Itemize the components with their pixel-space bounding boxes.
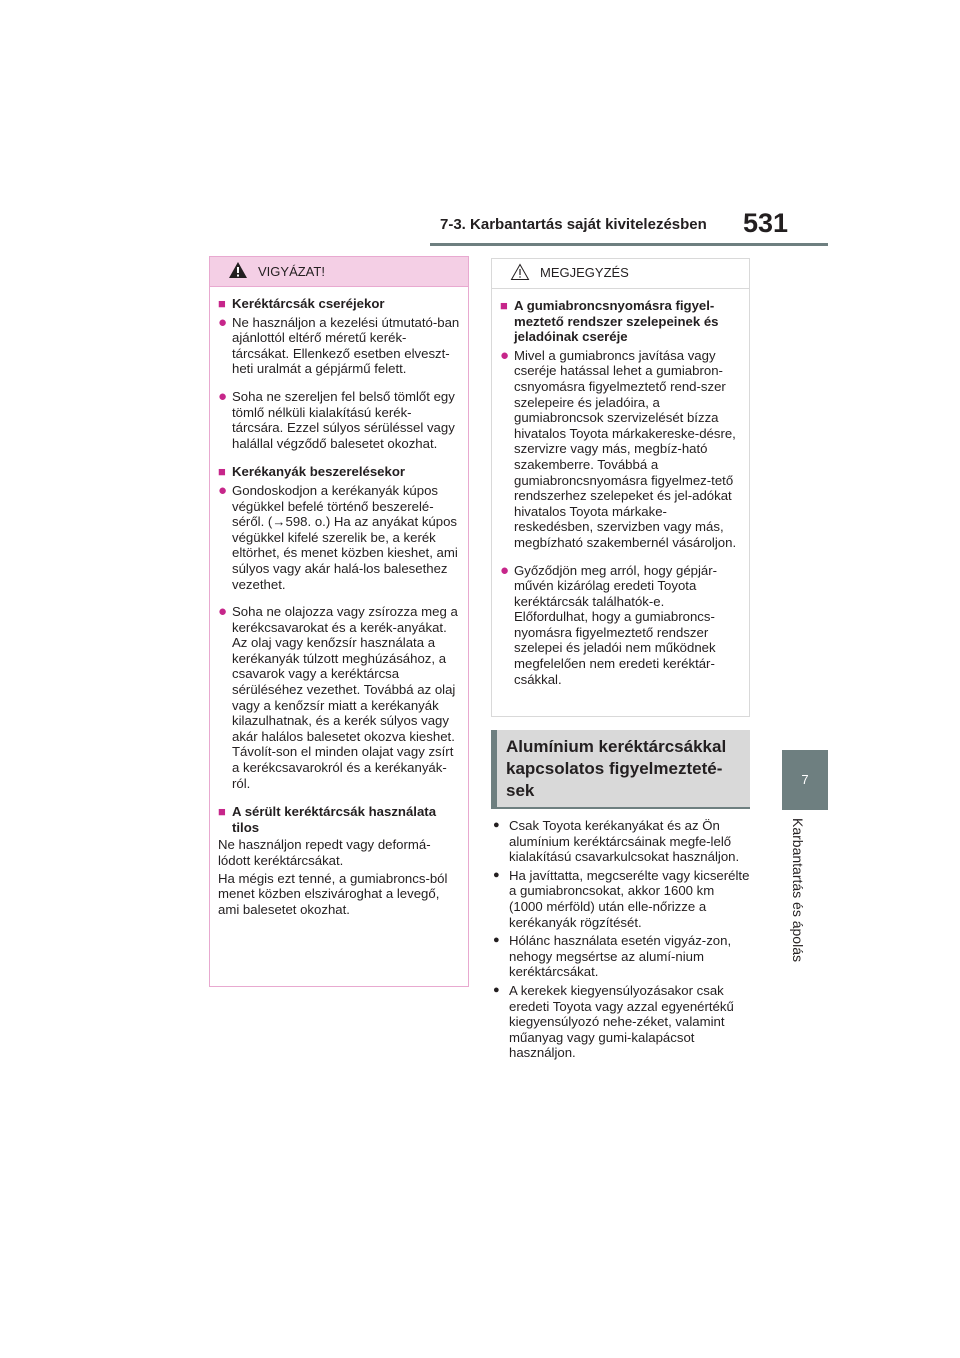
- section-title: 7-3. Karbantartás saját kivitelezésben: [440, 216, 707, 233]
- notice-box: [491, 258, 750, 717]
- caution-header: [210, 257, 468, 287]
- topic-line: Alumínium keréktárcsákkal: [506, 737, 727, 756]
- notice-title: MEGJEGYZÉS: [540, 265, 629, 280]
- list-item: ● Soha ne olajozza vagy zsírozza meg a kerékcsavarokat és a kerék-anyákat. Az olaj vagy kenőzsír használata a kerékanyák túlzott meghúzásához, a csavarok vagy a keréktárcsa sérüléséhez vezethet. Továbbá az olaj vagy a kenőzsír miatt a kerékanyák kilazulhatnak, és a kerék súlyos vagy akár halálos balesetet okozva kieshet. Távolít-son el minden olajat vagy zsírt a kerékcsavarokról és a kerékanyák-ról.: [218, 603, 458, 791]
- header-rule: [430, 243, 828, 246]
- section-heading: ■ A gumiabroncsnyomásra figyel-meztető rendszer szelepeinek és jeladóinak cseréje: [500, 298, 719, 345]
- dot-bullet-icon: ●: [218, 313, 228, 331]
- dot-bullet-icon: ●: [500, 346, 510, 364]
- caution-body: [210, 287, 468, 917]
- list-item: ● Ha javíttatta, megcserélte vagy kicserélte a gumiabroncsokat, akkor 1600 km (1000 mérföld) után elle-nőrizze a kerékanyák rögzítését.: [493, 867, 750, 930]
- topic-line: sek: [506, 781, 535, 800]
- square-bullet-icon: ■: [500, 298, 508, 313]
- dot-bullet-icon: ●: [218, 387, 228, 405]
- aluminium-wheel-list: [493, 818, 751, 1064]
- square-bullet-icon: ■: [218, 296, 226, 311]
- list-item: ● Győződjön meg arról, hogy gépjár-művén kizárólag eredeti Toyota keréktárcsák találhatók-e. Előfordulhat, hogy a gumiabroncs-nyomásra figyelmeztető rendszer szelepei és jeladói nem működnek megfelelően nem eredeti keréktár-csákkal.: [500, 561, 718, 687]
- topic-line: kapcsolatos figyelmezteté-: [506, 759, 723, 778]
- list-item: ● Hólánc használata esetén vigyáz-zon, nehogy megsértse az alumí-nium keréktárcsákat.: [493, 933, 732, 980]
- chapter-label: Karbantartás és ápolás: [790, 818, 806, 962]
- notice-header: [492, 259, 749, 289]
- dot-bullet-icon: ●: [493, 983, 500, 996]
- list-item: ● Ne használjon a kezelési útmutató-ban ajánlottól eltérő méretű kerék-tárcsákat. Ellenkező esetben elveszt-heti uralmát a gépjármű felett.: [218, 313, 460, 377]
- warning-triangle-filled-icon: [228, 261, 248, 279]
- list-item: ● A kerekek kiegyensúlyozásakor csak eredeti Toyota vagy azzal egyenértékű kiegyensúlyozó nehe-zéket, valamint műanyag vagy gumi-kalapácsot használjon.: [493, 982, 734, 1061]
- chapter-tab: 7: [782, 750, 828, 810]
- dot-bullet-icon: ●: [493, 868, 500, 881]
- dot-bullet-icon: ●: [493, 819, 500, 831]
- paragraph: Ha mégis ezt tenné, a gumiabroncs-ból menet közben elszivároghat a levegő, ami balesetet okozhat.: [218, 870, 448, 917]
- section-heading: ■ A sérült keréktárcsák használata tilos: [218, 804, 437, 835]
- caution-box: [209, 256, 469, 987]
- dot-bullet-icon: ●: [493, 934, 500, 947]
- paragraph: Ne használjon repedt vagy deformá-lódott keréktárcsákat.: [218, 837, 431, 868]
- square-bullet-icon: ■: [218, 804, 226, 820]
- caution-title: VIGYÁZAT!: [258, 264, 325, 279]
- dot-bullet-icon: ●: [218, 481, 228, 499]
- list-item: ● Gondoskodjon a kerékanyák kúpos végükkel befelé történő beszerelé-séről. (→598. o.) Ha az anyákat kúpos végükkel kifelé szerelik be, a kerék eltörhet, és menet közben kieshet, ami súlyos vagy akár halá-los balesethez vezethet.: [218, 481, 458, 592]
- page-number: 531: [743, 208, 789, 238]
- section-heading: ■ Keréktárcsák cseréjekor: [218, 296, 385, 311]
- topic-heading: [491, 730, 750, 809]
- warning-triangle-outline-icon: [510, 263, 530, 281]
- dot-bullet-icon: ●: [218, 603, 228, 621]
- square-bullet-icon: ■: [218, 464, 226, 480]
- list-item: ● Mivel a gumiabroncs javítása vagy cseréje hatással lehet a gumiabron-csnyomásra figyelmeztető rend-szer szelepeire és jeladóira, a gumiabroncsok szervizelését bízza hivatalos Toyota márkakereske-désre, szervizre vagy más, megbíz-ható szakemberre. Továbbá a gumiabroncsnyomásra figyelmez-tető rendszerhez szelepeket és jel-adókat hivatalos Toyota márkake-reskedésben, szervizben vagy más, megbízható szakembernél vásároljon.: [500, 346, 737, 550]
- list-item: ● Soha ne szereljen fel belső tömlőt egy tömlő nélküli kialakítású kerék-tárcsára. Ezzel súlyos sérüléssel vagy halállal végződő balesetet okozhat.: [218, 387, 455, 451]
- list-item: ● Csak Toyota kerékanyákat és az Ön alumínium keréktárcsáinak megfe-lelő kialakítású csavarkulcsokat használjon.: [493, 818, 740, 865]
- section-heading: ■ Kerékanyák beszerelésekor: [218, 464, 406, 480]
- notice-body: [492, 289, 749, 687]
- dot-bullet-icon: ●: [500, 561, 510, 579]
